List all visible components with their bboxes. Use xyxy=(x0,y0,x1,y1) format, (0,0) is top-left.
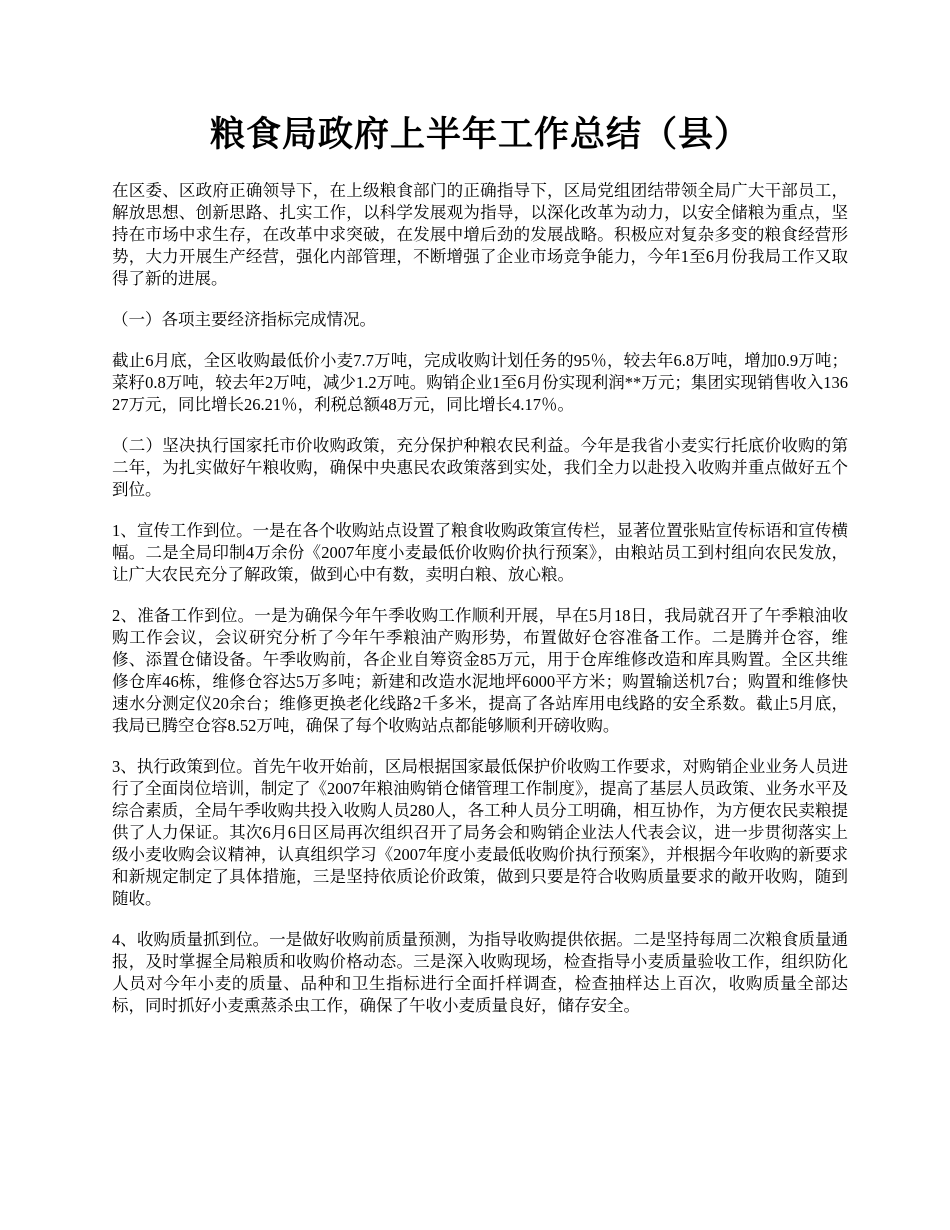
paragraph-item-3: 3、执行政策到位。首先午收开始前，区局根据国家最低保护价收购工作要求，对购销企业业务人员进行了全面岗位培训，制定了《2007年粮油购销仓储管理工作制度》，提高了基层人员政策、业务水平及综合素质，全局午季收购共投入收购人员280人，各工种人员分工明确，相互协作，为方便农民卖粮提供了人力保证。其次6月6日区局再次组织召开了局务会和购销企业法人代表会议，进一步贯彻落实上级小麦收购会议精神，认真组织学习《2007年度小麦最低收购价执行预案》，并根据今年收购的新要求和新规定制定了具体措施，三是坚持依质论价政策，做到只要是符合收购质量要求的敞开收购，随到随收。 xyxy=(112,757,848,908)
paragraph-section-1-body: 截止6月底，全区收购最低价小麦7.7万吨，完成收购计划任务的95％，较去年6.8万吨，增加0.9万吨；菜籽0.8万吨，较去年2万吨，减少1.2万吨。购销企业1至6月份实现利润**万元；集团实现销售收入13627万元，同比增长26.21％，利税总额48万元，同比增长4.17％。 xyxy=(112,351,848,414)
paragraph-section-2-heading: （二）坚决执行国家托市价收购政策，充分保护种粮农民利益。今年是我省小麦实行托底价收购的第二年，为扎实做好午粮收购，确保中央惠民农政策落到实处，我们全力以赴投入收购并重点做好五个到位。 xyxy=(112,436,848,499)
document-title: 粮食局政府上半年工作总结（县） xyxy=(209,114,750,155)
paragraph-section-1-heading: （一）各项主要经济指标完成情况。 xyxy=(112,310,376,329)
paragraph-item-4: 4、收购质量抓到位。一是做好收购前质量预测，为指导收购提供依据。二是坚持每周二次粮食质量通报，及时掌握全局粮质和收购价格动态。三是深入收购现场，检查指导小麦质量验收工作，组织防化人员对今年小麦的质量、品种和卫生指标进行全面扦样调查，检查抽样达上百次，收购质量全部达标，同时抓好小麦熏蒸杀虫工作，确保了午收小麦质量良好，储存安全。 xyxy=(112,930,848,1015)
paragraph-intro: 在区委、区政府正确领导下，在上级粮食部门的正确指导下，区局党组团结带领全局广大干部员工，解放思想、创新思路、扎实工作，以科学发展观为指导，以深化改革为动力，以安全储粮为重点，坚持在市场中求生存，在改革中求突破，在发展中增后劲的发展战略。积极应对复杂多变的粮食经营形势，大力开展生产经营，强化内部管理，不断增强了企业市场竞争能力，今年1至6月份我局工作又取得了新的进展。 xyxy=(112,181,848,288)
paragraph-item-1: 1、宣传工作到位。一是在各个收购站点设置了粮食收购政策宣传栏，显著位置张贴宣传标语和宣传横幅。二是全局印制4万余份《2007年度小麦最低价收购价执行预案》，由粮站员工到村组向农民发放，让广大农民充分了解政策，做到心中有数，卖明白粮、放心粮。 xyxy=(112,521,848,584)
paragraph-item-2: 2、准备工作到位。一是为确保今年午季收购工作顺利开展，早在5月18日，我局就召开了午季粮油收购工作会议，会议研究分析了今年午季粮油产购形势，布置做好仓容准备工作。二是腾并仓容，维修、添置仓储设备。午季收购前，各企业自筹资金85万元，用于仓库维修改造和库具购置。全区共维修仓库46栋，维修仓容达5万多吨；新建和改造水泥地坪6000平方米；购置输送机7台；购置和维修快速水分测定仪20余台；维修更换老化线路2千多米，提高了各站库用电线路的安全系数。截止5月底，我局已腾空仓容8.52万吨，确保了每个收购站点都能够顺利开磅收购。 xyxy=(112,606,848,735)
